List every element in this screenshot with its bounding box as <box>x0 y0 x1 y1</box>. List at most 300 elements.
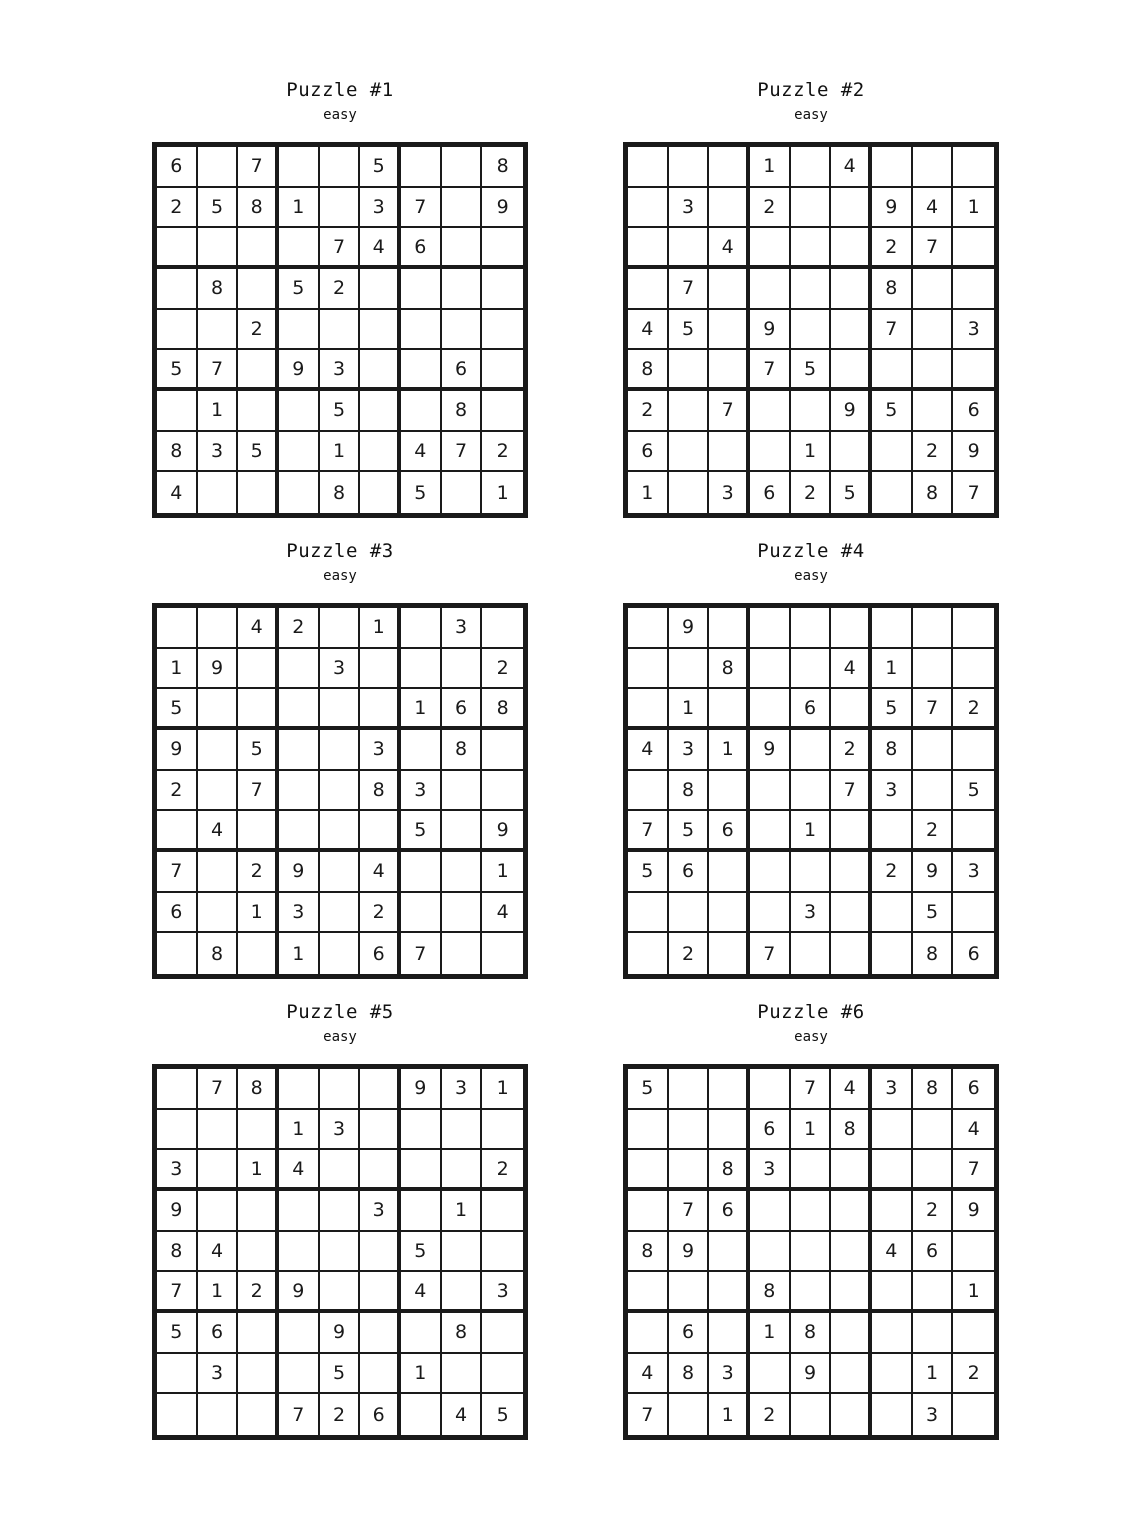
puzzle-title: Puzzle #6 <box>757 1001 865 1023</box>
sudoku-cell-r3c3: 8 <box>709 1150 750 1191</box>
sudoku-cell-r1c8: 8 <box>913 1069 954 1110</box>
sudoku-cell-r4c1 <box>628 269 669 310</box>
sudoku-cell-r2c3 <box>709 188 750 229</box>
sudoku-cell-r3c1 <box>628 1150 669 1191</box>
sudoku-cell-r9c1 <box>628 933 669 974</box>
sudoku-cell-r4c5 <box>320 1191 361 1232</box>
sudoku-cell-r5c3 <box>709 771 750 812</box>
sudoku-cell-r7c9: 1 <box>482 852 523 893</box>
sudoku-cell-r7c3 <box>709 852 750 893</box>
sudoku-cell-r8c7 <box>872 432 913 473</box>
sudoku-cell-r5c2 <box>198 310 239 351</box>
sudoku-cell-r7c2: 6 <box>669 852 710 893</box>
sudoku-cell-r6c2: 5 <box>669 811 710 852</box>
sudoku-cell-r5c2: 8 <box>669 771 710 812</box>
sudoku-cell-r6c3 <box>709 350 750 391</box>
sudoku-cell-r7c6 <box>831 852 872 893</box>
sudoku-cell-r1c4: 2 <box>279 608 320 649</box>
sudoku-cell-r6c4 <box>750 811 791 852</box>
sudoku-cell-r1c4 <box>279 1069 320 1110</box>
sudoku-cell-r7c2: 6 <box>198 1313 239 1354</box>
sudoku-cell-r1c8: 3 <box>442 608 483 649</box>
sudoku-cell-r2c2: 5 <box>198 188 239 229</box>
sudoku-cell-r6c3: 2 <box>238 1272 279 1313</box>
sudoku-cell-r8c6 <box>360 432 401 473</box>
sudoku-cell-r9c1: 4 <box>157 472 198 513</box>
sudoku-cell-r1c3 <box>709 1069 750 1110</box>
sudoku-cell-r9c2 <box>198 1394 239 1435</box>
sudoku-cell-r2c6 <box>831 188 872 229</box>
puzzle-title: Puzzle #4 <box>757 540 865 562</box>
sudoku-cell-r8c8 <box>442 893 483 934</box>
sudoku-cell-r9c8: 4 <box>442 1394 483 1435</box>
sudoku-cell-r8c9: 2 <box>482 432 523 473</box>
sudoku-cell-r1c8 <box>913 608 954 649</box>
sudoku-cell-r2c3: 8 <box>709 649 750 690</box>
sudoku-cell-r3c4 <box>750 689 791 730</box>
sudoku-cell-r8c3 <box>709 893 750 934</box>
sudoku-cell-r4c8 <box>913 730 954 771</box>
sudoku-cell-r9c9 <box>482 933 523 974</box>
sudoku-cell-r9c7 <box>401 1394 442 1435</box>
sudoku-cell-r2c5 <box>791 649 832 690</box>
sudoku-cell-r5c6 <box>831 310 872 351</box>
sudoku-cell-r1c5 <box>791 147 832 188</box>
puzzle-difficulty: easy <box>323 568 357 584</box>
sudoku-cell-r3c1: 5 <box>157 689 198 730</box>
sudoku-cell-r2c1: 1 <box>157 649 198 690</box>
sudoku-cell-r3c3 <box>238 228 279 269</box>
sudoku-cell-r2c8 <box>913 649 954 690</box>
sudoku-cell-r8c5: 9 <box>791 1354 832 1395</box>
sudoku-cell-r1c3: 7 <box>238 147 279 188</box>
sudoku-cell-r6c5: 1 <box>791 811 832 852</box>
sudoku-cell-r9c4: 1 <box>279 933 320 974</box>
sudoku-cell-r9c8 <box>442 933 483 974</box>
sudoku-cell-r2c7: 7 <box>401 188 442 229</box>
sudoku-cell-r4c2: 3 <box>669 730 710 771</box>
sudoku-cell-r3c2 <box>198 228 239 269</box>
sudoku-cell-r6c6 <box>831 350 872 391</box>
sudoku-cell-r5c1 <box>628 771 669 812</box>
sudoku-cell-r9c9: 7 <box>967 481 980 504</box>
sudoku-cell-r7c8: 9 <box>913 852 954 893</box>
puzzle-difficulty: easy <box>323 107 357 123</box>
sudoku-cell-r3c4: 3 <box>750 1150 791 1191</box>
sudoku-cell-r1c6: 4 <box>831 1069 872 1110</box>
sudoku-cell-r2c7: 9 <box>872 188 913 229</box>
sudoku-cell-r2c7: 1 <box>872 649 913 690</box>
puzzle-title: Puzzle #1 <box>286 79 394 101</box>
sudoku-cell-r9c2: 2 <box>669 933 710 974</box>
sudoku-cell-r4c9 <box>953 730 994 771</box>
sudoku-cell-r5c4 <box>279 1232 320 1273</box>
sudoku-cell-r5c5 <box>791 771 832 812</box>
sudoku-cell-r5c5 <box>320 310 361 351</box>
sudoku-cell-r6c3 <box>709 1272 750 1313</box>
sudoku-cell-r7c1: 2 <box>628 391 669 432</box>
sudoku-cell-r6c1 <box>628 1272 669 1313</box>
sudoku-cell-r5c9: 3 <box>953 310 994 351</box>
sudoku-cell-r6c7 <box>872 350 913 391</box>
sudoku-cell-r9c1 <box>157 933 198 974</box>
sudoku-cell-r1c8: 3 <box>442 1069 483 1110</box>
sudoku-cell-r1c6: 1 <box>360 608 401 649</box>
sudoku-cell-r3c9 <box>482 228 523 269</box>
sudoku-cell-r6c1: 5 <box>157 350 198 391</box>
sudoku-cell-r3c5 <box>320 1150 361 1191</box>
sudoku-cell-r1c5 <box>320 1069 361 1110</box>
sudoku-cell-r9c6 <box>360 472 401 513</box>
sudoku-cell-r4c5 <box>791 1191 832 1232</box>
sudoku-cell-r7c3: 7 <box>709 391 750 432</box>
sudoku-cell-r4c1 <box>628 1191 669 1232</box>
sudoku-cell-r7c6: 9 <box>831 391 872 432</box>
sudoku-cell-r6c4: 7 <box>750 350 791 391</box>
sudoku-cell-r1c2 <box>669 1069 710 1110</box>
sudoku-cell-r8c7 <box>401 893 442 934</box>
sudoku-cell-r7c7 <box>401 852 442 893</box>
sudoku-cell-r1c7 <box>401 608 442 649</box>
sudoku-cell-r7c5 <box>320 852 361 893</box>
sudoku-grid <box>623 1064 999 1440</box>
sudoku-cell-r5c9 <box>482 1232 523 1273</box>
sudoku-cell-r9c6 <box>831 933 872 974</box>
sudoku-cell-r3c1 <box>628 228 669 269</box>
sudoku-cell-r4c3: 5 <box>238 730 279 771</box>
sudoku-cell-r6c6 <box>831 811 872 852</box>
sudoku-cell-r9c5: 2 <box>320 1394 361 1435</box>
sudoku-cell-r2c2: 3 <box>669 188 710 229</box>
sudoku-cell-r6c2: 1 <box>198 1272 239 1313</box>
sudoku-cell-r5c6 <box>831 1232 872 1273</box>
sudoku-cell-r1c9 <box>953 608 994 649</box>
sudoku-cell-r6c6 <box>360 811 401 852</box>
sudoku-cell-r7c7: 2 <box>872 852 913 893</box>
sudoku-cell-r1c3: 4 <box>238 608 279 649</box>
sudoku-cell-r4c7 <box>401 269 442 310</box>
sudoku-cell-r6c9: 3 <box>482 1272 523 1313</box>
sudoku-cell-r5c3 <box>238 1232 279 1273</box>
sudoku-cell-r9c8: 8 <box>913 472 954 513</box>
sudoku-cell-r7c7: 5 <box>872 391 913 432</box>
sudoku-cell-r7c1 <box>628 1313 669 1354</box>
sudoku-cell-r4c3 <box>238 269 279 310</box>
sudoku-cell-r5c2: 5 <box>669 310 710 351</box>
sudoku-cell-r1c7: 9 <box>401 1069 442 1110</box>
sudoku-cell-r6c5 <box>791 1272 832 1313</box>
sudoku-cell-r3c2 <box>198 689 239 730</box>
sudoku-cell-r8c6 <box>831 1354 872 1395</box>
sudoku-cell-r3c4: 4 <box>279 1150 320 1191</box>
sudoku-cell-r8c1: 6 <box>628 432 669 473</box>
sudoku-cell-r9c5 <box>791 933 832 974</box>
sudoku-cell-r6c8: 6 <box>442 350 483 391</box>
sudoku-cell-r7c9 <box>482 391 523 432</box>
sudoku-cell-r3c6: 4 <box>360 228 401 269</box>
sudoku-cell-r7c3: 2 <box>238 852 279 893</box>
sudoku-cell-r6c6 <box>360 1272 401 1313</box>
sudoku-cell-r2c2: 9 <box>198 649 239 690</box>
sudoku-cell-r2c1 <box>628 1110 669 1151</box>
sudoku-cell-r5c7: 7 <box>872 310 913 351</box>
sudoku-cell-r6c7 <box>401 350 442 391</box>
sudoku-cell-r2c4 <box>279 649 320 690</box>
sudoku-cell-r5c1: 8 <box>628 1232 669 1273</box>
sudoku-cell-r8c3 <box>709 432 750 473</box>
sudoku-cell-r1c2: 7 <box>198 1069 239 1110</box>
sudoku-cell-r2c7 <box>401 1110 442 1151</box>
sudoku-cell-r3c1 <box>628 689 669 730</box>
sudoku-cell-r1c3 <box>709 608 750 649</box>
sudoku-cell-r2c9 <box>953 649 994 690</box>
sudoku-cell-r6c1: 8 <box>628 350 669 391</box>
sudoku-cell-r7c9: 3 <box>953 852 994 893</box>
sudoku-cell-r1c7 <box>401 147 442 188</box>
sudoku-cell-r8c4 <box>750 432 791 473</box>
sudoku-cell-r4c8 <box>913 269 954 310</box>
sudoku-cell-r4c9 <box>482 730 523 771</box>
sudoku-cell-r4c3 <box>238 1191 279 1232</box>
sudoku-cell-r8c8: 2 <box>913 432 954 473</box>
sudoku-cell-r8c3 <box>238 1354 279 1395</box>
sudoku-cell-r3c9: 2 <box>953 689 994 730</box>
sudoku-cell-r1c2 <box>198 608 239 649</box>
sudoku-cell-r7c4 <box>279 391 320 432</box>
sudoku-cell-r8c2 <box>669 893 710 934</box>
sudoku-cell-r3c3: 1 <box>238 1150 279 1191</box>
sudoku-cell-r8c2 <box>669 432 710 473</box>
sudoku-cell-r6c9 <box>953 811 994 852</box>
sudoku-cell-r8c1 <box>628 893 669 934</box>
sudoku-cell-r1c6: 4 <box>831 147 872 188</box>
sudoku-cell-r8c2: 8 <box>669 1354 710 1395</box>
sudoku-cell-r5c4 <box>279 310 320 351</box>
sudoku-cell-r1c6 <box>831 608 872 649</box>
sudoku-cell-r9c3: 1 <box>709 1394 750 1435</box>
sudoku-grid <box>623 603 999 979</box>
sudoku-cell-r1c1: 6 <box>157 147 198 188</box>
sudoku-cell-r6c2 <box>669 1272 710 1313</box>
sudoku-cell-r3c3 <box>709 689 750 730</box>
sudoku-cell-r9c9: 6 <box>967 942 980 965</box>
sudoku-cell-r9c5 <box>320 933 361 974</box>
puzzle-difficulty: easy <box>323 1029 357 1045</box>
sudoku-cell-r5c7: 3 <box>872 771 913 812</box>
sudoku-cell-r2c4: 1 <box>279 1110 320 1151</box>
sudoku-cell-r2c6 <box>360 649 401 690</box>
sudoku-cell-r6c5 <box>320 1272 361 1313</box>
sudoku-cell-r3c4 <box>279 228 320 269</box>
sudoku-cell-r5c6: 7 <box>831 771 872 812</box>
sudoku-cell-r5c1: 4 <box>628 310 669 351</box>
sudoku-cell-r2c4 <box>750 649 791 690</box>
sudoku-cell-r8c9 <box>482 1354 523 1395</box>
sudoku-cell-r1c1 <box>157 608 198 649</box>
puzzle-difficulty: easy <box>794 1029 828 1045</box>
sudoku-cell-r6c9 <box>482 350 523 391</box>
sudoku-cell-r6c9: 9 <box>482 811 523 852</box>
sudoku-cell-r9c9 <box>953 1394 994 1435</box>
sudoku-cell-r9c2 <box>669 472 710 513</box>
sudoku-cell-r4c6: 3 <box>360 1191 401 1232</box>
sudoku-cell-r8c7 <box>872 893 913 934</box>
sudoku-cell-r1c2 <box>198 147 239 188</box>
sudoku-cell-r6c8 <box>442 811 483 852</box>
sudoku-cell-r1c4: 1 <box>750 147 791 188</box>
sudoku-cell-r3c7: 1 <box>401 689 442 730</box>
sudoku-cell-r2c9: 2 <box>482 649 523 690</box>
sudoku-cell-r6c4: 9 <box>279 1272 320 1313</box>
sudoku-cell-r4c2: 8 <box>198 269 239 310</box>
sudoku-cell-r2c9: 4 <box>953 1110 994 1151</box>
sudoku-cell-r8c9: 9 <box>953 432 994 473</box>
sudoku-cell-r8c6 <box>831 432 872 473</box>
sudoku-cell-r5c6 <box>360 1232 401 1273</box>
sudoku-cell-r8c1: 4 <box>628 1354 669 1395</box>
sudoku-cell-r4c8: 2 <box>913 1191 954 1232</box>
sudoku-cell-r8c8: 1 <box>913 1354 954 1395</box>
sudoku-cell-r7c3 <box>238 1313 279 1354</box>
sudoku-cell-r2c6: 3 <box>360 188 401 229</box>
sudoku-cell-r2c9 <box>482 1110 523 1151</box>
sudoku-cell-r5c9 <box>482 310 523 351</box>
sudoku-cell-r4c7: 8 <box>872 269 913 310</box>
sudoku-cell-r7c5: 5 <box>320 391 361 432</box>
sudoku-cell-r3c8: 7 <box>913 689 954 730</box>
sudoku-cell-r6c5: 5 <box>791 350 832 391</box>
sudoku-cell-r2c7 <box>872 1110 913 1151</box>
sudoku-cell-r3c9 <box>953 228 994 269</box>
sudoku-cell-r6c8 <box>913 350 954 391</box>
sudoku-cell-r4c9 <box>953 269 994 310</box>
sudoku-cell-r5c1: 8 <box>157 1232 198 1273</box>
sudoku-cell-r2c3 <box>238 649 279 690</box>
sudoku-cell-r2c1: 2 <box>157 188 198 229</box>
sudoku-cell-r4c8: 8 <box>442 730 483 771</box>
sudoku-cell-r4c4 <box>750 1191 791 1232</box>
sudoku-cell-r9c7: 5 <box>401 472 442 513</box>
sudoku-cell-r7c9 <box>482 1313 523 1354</box>
sudoku-cell-r9c6: 5 <box>831 472 872 513</box>
sudoku-cell-r4c9: 9 <box>953 1191 994 1232</box>
sudoku-cell-r8c2: 3 <box>198 432 239 473</box>
sudoku-cell-r2c5: 3 <box>320 1110 361 1151</box>
sudoku-cell-r2c6: 4 <box>831 649 872 690</box>
sudoku-cell-r4c4 <box>279 730 320 771</box>
sudoku-cell-r7c8 <box>442 852 483 893</box>
sudoku-cell-r7c1: 7 <box>157 852 198 893</box>
sudoku-cell-r5c4 <box>279 771 320 812</box>
sudoku-cell-r4c9 <box>482 1191 523 1232</box>
sudoku-cell-r1c4 <box>279 147 320 188</box>
sudoku-cell-r7c1 <box>157 391 198 432</box>
sudoku-cell-r4c3: 1 <box>709 730 750 771</box>
sudoku-cell-r9c6: 6 <box>360 933 401 974</box>
sudoku-cell-r5c9 <box>953 1232 994 1273</box>
sudoku-cell-r2c3 <box>238 1110 279 1151</box>
sudoku-cell-r9c4: 6 <box>750 472 791 513</box>
sudoku-cell-r9c1: 7 <box>628 1394 669 1435</box>
sudoku-cell-r3c7: 5 <box>872 689 913 730</box>
sudoku-cell-r7c2: 1 <box>198 391 239 432</box>
sudoku-cell-r9c8: 8 <box>913 933 954 974</box>
sudoku-cell-r2c2 <box>669 649 710 690</box>
sudoku-cell-r9c1: 1 <box>628 472 669 513</box>
sudoku-cell-r4c1: 4 <box>628 730 669 771</box>
sudoku-cell-r3c8 <box>913 1150 954 1191</box>
sudoku-cell-r3c6 <box>831 1150 872 1191</box>
sudoku-cell-r8c4 <box>750 893 791 934</box>
sudoku-cell-r7c3 <box>238 391 279 432</box>
sudoku-cell-r4c2 <box>198 730 239 771</box>
sudoku-cell-r9c8 <box>442 472 483 513</box>
sudoku-cell-r2c8: 4 <box>913 188 954 229</box>
sudoku-cell-r5c4: 9 <box>750 310 791 351</box>
sudoku-cell-r5c8 <box>442 1232 483 1273</box>
sudoku-cell-r1c9: 8 <box>482 147 523 188</box>
sudoku-cell-r4c4: 9 <box>750 730 791 771</box>
sudoku-cell-r2c5: 3 <box>320 649 361 690</box>
sudoku-cell-r2c2 <box>198 1110 239 1151</box>
sudoku-cell-r2c4: 1 <box>279 188 320 229</box>
sudoku-cell-r1c9 <box>482 608 523 649</box>
sudoku-cell-r9c7 <box>872 933 913 974</box>
sudoku-cell-r7c8: 8 <box>442 1313 483 1354</box>
sudoku-cell-r4c1 <box>157 269 198 310</box>
sudoku-cell-r4c7 <box>401 1191 442 1232</box>
sudoku-cell-r1c8 <box>913 147 954 188</box>
sudoku-cell-r5c9: 5 <box>953 771 994 812</box>
sudoku-cell-r9c3: 3 <box>709 472 750 513</box>
sudoku-cell-r5c5 <box>791 310 832 351</box>
sudoku-cell-r5c2: 9 <box>669 1232 710 1273</box>
sudoku-cell-r3c9: 2 <box>482 1150 523 1191</box>
sudoku-cell-r9c4: 2 <box>750 1394 791 1435</box>
sudoku-cell-r6c3: 6 <box>709 811 750 852</box>
sudoku-cell-r2c2 <box>669 1110 710 1151</box>
sudoku-cell-r3c4 <box>279 689 320 730</box>
sudoku-cell-r3c3: 4 <box>709 228 750 269</box>
sudoku-cell-r3c5 <box>320 689 361 730</box>
sudoku-cell-r1c1: 5 <box>628 1069 669 1110</box>
sudoku-cell-r1c9 <box>953 147 994 188</box>
sudoku-cell-r1c7 <box>872 147 913 188</box>
sudoku-cell-r1c8 <box>442 147 483 188</box>
sudoku-cell-r8c8: 7 <box>442 432 483 473</box>
sudoku-cell-r8c7: 4 <box>401 432 442 473</box>
sudoku-cell-r7c6: 4 <box>360 852 401 893</box>
sudoku-cell-r3c8: 6 <box>442 689 483 730</box>
sudoku-cell-r2c4: 6 <box>750 1110 791 1151</box>
sudoku-cell-r9c6: 6 <box>360 1394 401 1435</box>
sudoku-cell-r3c7: 2 <box>872 228 913 269</box>
sudoku-cell-r8c7: 1 <box>401 1354 442 1395</box>
sudoku-cell-r8c1: 8 <box>157 432 198 473</box>
sudoku-cell-r6c5: 3 <box>320 350 361 391</box>
sudoku-cell-r5c5 <box>320 771 361 812</box>
sudoku-cell-r8c4 <box>750 1354 791 1395</box>
sudoku-cell-r9c5 <box>791 1394 832 1435</box>
sudoku-cell-r1c1 <box>157 1069 198 1110</box>
sudoku-cell-r2c8 <box>442 188 483 229</box>
sudoku-cell-r5c3: 2 <box>238 310 279 351</box>
sudoku-cell-r8c5: 3 <box>791 893 832 934</box>
sudoku-cell-r9c3 <box>238 933 279 974</box>
sudoku-cell-r7c6 <box>360 391 401 432</box>
sudoku-cell-r6c4: 9 <box>279 350 320 391</box>
sudoku-cell-r4c4: 5 <box>279 269 320 310</box>
